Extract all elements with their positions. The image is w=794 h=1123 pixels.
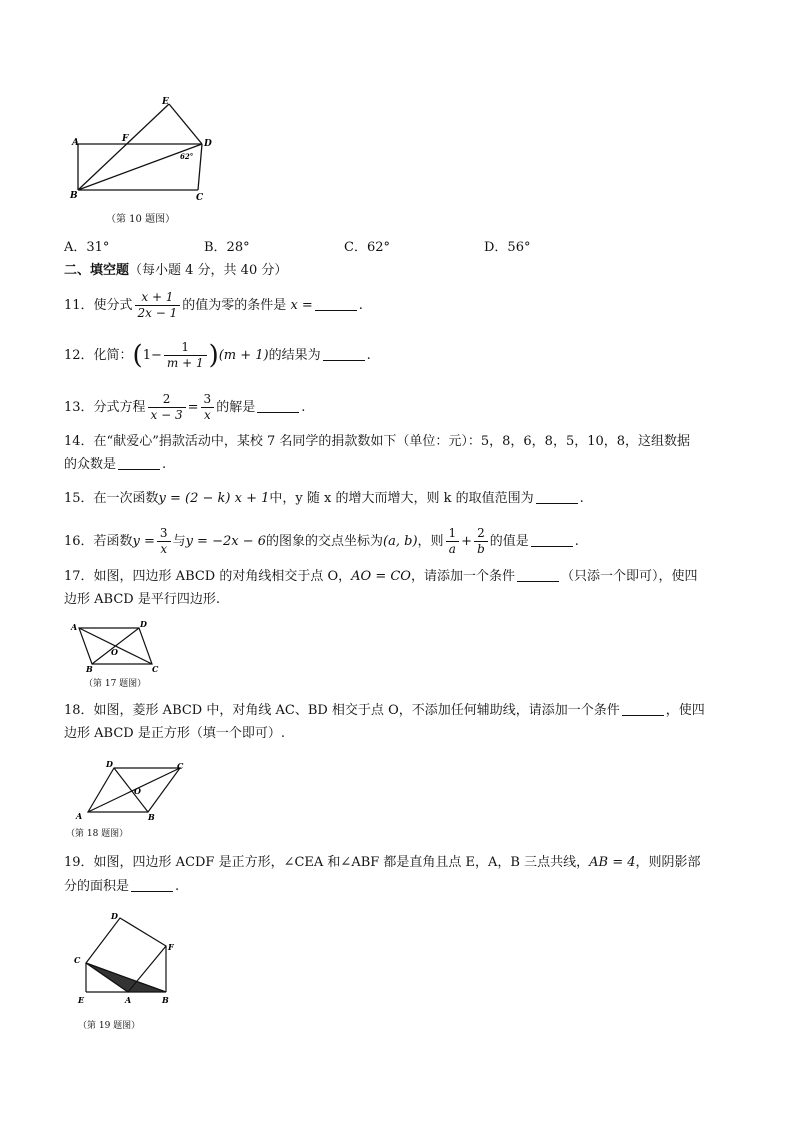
- q12-post: 的结果为: [268, 348, 321, 363]
- q16-n2: 2: [474, 526, 488, 542]
- q14-end: .: [162, 457, 167, 472]
- q16-d2: b: [477, 542, 485, 556]
- fig19-label-c: C: [74, 955, 81, 965]
- q13-frac-left: [148, 392, 186, 423]
- q11-text: 11．使分式: [64, 298, 133, 313]
- q16-y2: y = −2x − 6: [185, 534, 267, 549]
- q15-end: .: [579, 491, 584, 506]
- option-b[interactable]: B．28°: [204, 240, 250, 255]
- q14-answer-blank[interactable]: [118, 455, 160, 470]
- question-14-line-1: 14．在“献爱心”捐款活动中，某校 7 名同学的捐款数如下（单位：元）：5，8，6，8，5，10，8，这组数据: [64, 434, 691, 449]
- q16-d1: a: [448, 542, 456, 556]
- fig18-label-o: O: [134, 786, 141, 796]
- q11-var: x =: [290, 298, 313, 313]
- q12-mid: (m + 1): [218, 348, 269, 363]
- fig10-label-c: C: [196, 193, 204, 203]
- q13-text: 13．分式方程: [64, 400, 146, 415]
- section-title: 二、填空题: [64, 263, 130, 278]
- q15-text: 15．在一次函数: [64, 491, 159, 506]
- question-13: [64, 392, 305, 423]
- q19-condition: AB = 4: [589, 855, 636, 870]
- q16-then: ，则: [417, 534, 444, 549]
- q13-num2: 3: [201, 392, 215, 408]
- figure-19: [70, 908, 190, 1012]
- q12-answer-blank[interactable]: [323, 346, 365, 361]
- question-16: [64, 526, 579, 557]
- q16-n1: 1: [446, 526, 460, 542]
- q13-den2: x: [203, 408, 211, 422]
- fig10-label-f: F: [122, 134, 129, 144]
- q13-answer-blank[interactable]: [257, 398, 299, 413]
- q16-plus: +: [461, 534, 473, 549]
- question-19-line-2: [64, 876, 179, 898]
- question-12: [64, 340, 371, 371]
- q12-paren-open: (: [132, 340, 143, 371]
- fig17-label-c: C: [152, 664, 159, 674]
- q16-end: .: [574, 534, 579, 549]
- q17-answer-blank[interactable]: [517, 567, 559, 582]
- q15-formula: y = (2 − k) x + 1: [158, 491, 270, 506]
- q19-line1c: ，则阴影部: [635, 855, 701, 870]
- q13-post: 的解是: [216, 400, 256, 415]
- q19-line1a: 19．如图，四边形 ACDF 是正方形，∠CEA 和∠ABF 都是直角且点 E，A，B 三点共线，: [64, 855, 590, 870]
- fig10-label-b: B: [70, 191, 78, 201]
- q11-den: 2x − 1: [137, 306, 178, 320]
- q16-frac-3x: [157, 526, 171, 557]
- q17-line1d: （只添一个即可），使四: [560, 569, 698, 584]
- q12-den: m + 1: [166, 356, 204, 370]
- fig19-label-d: D: [111, 911, 118, 921]
- q16-frac-1a: [446, 526, 460, 557]
- option-d[interactable]: D．56°: [484, 240, 531, 255]
- q16-frac-2b: [474, 526, 488, 557]
- option-c[interactable]: C．62°: [344, 240, 390, 255]
- q16-answer-blank[interactable]: [531, 532, 573, 547]
- section-note: （每小题 4 分，共 40 分）: [129, 263, 288, 278]
- fig17-label-d: D: [140, 619, 147, 629]
- q16-y1: y =: [132, 534, 155, 549]
- question-11: [64, 290, 363, 321]
- fig10-label-e: E: [162, 97, 169, 107]
- q15-mid: 中，y 随 x 的增大而增大，则 k 的取值范围为: [269, 491, 534, 506]
- q18-answer-blank[interactable]: [622, 701, 664, 716]
- question-19-line-1: [64, 852, 701, 874]
- question-15: [64, 486, 584, 512]
- fig19-label-b: B: [162, 995, 169, 1005]
- q11-num: x + 1: [135, 290, 181, 306]
- q16-mid: 的图象的交点坐标为: [266, 534, 384, 549]
- fig18-label-b: B: [148, 812, 155, 822]
- q12-fraction: [164, 340, 207, 371]
- fig17-label-a: A: [71, 622, 78, 632]
- q19-line2: 分的面积是: [64, 879, 130, 894]
- fig19-label-f: F: [168, 942, 174, 952]
- figure-17: [66, 616, 168, 674]
- q16-and: 与: [172, 534, 186, 549]
- fig18-label-a: A: [76, 811, 83, 821]
- q16-num: 3: [157, 526, 171, 542]
- q12-end: .: [366, 348, 371, 363]
- fig10-angle-label: 62°: [180, 152, 194, 161]
- fig18-caption: （第 18 题图）: [66, 829, 129, 839]
- q13-end: .: [301, 400, 306, 415]
- fig17-label-b: B: [86, 664, 93, 674]
- q13-eq: =: [187, 400, 199, 415]
- question-14-line-2: [64, 454, 166, 476]
- q11-post: 的值为零的条件是: [182, 298, 287, 313]
- q12-paren-close: ): [208, 340, 219, 371]
- q18-line1b: ，使四: [665, 703, 705, 718]
- figure-18: [70, 754, 190, 824]
- q19-end: .: [175, 879, 180, 894]
- section-heading: [64, 258, 287, 284]
- fig10-label-d: D: [204, 139, 212, 149]
- fig18-label-d: D: [106, 759, 113, 769]
- fig18-label-c: C: [177, 761, 184, 771]
- q13-num1: 2: [148, 392, 186, 408]
- q16-post: 的值是: [489, 534, 529, 549]
- q12-text: 12．化简：: [64, 348, 133, 363]
- option-a[interactable]: A．31°: [64, 240, 110, 255]
- q19-answer-blank[interactable]: [131, 877, 173, 892]
- q16-den: x: [160, 542, 168, 556]
- fig10-label-a: A: [72, 138, 79, 148]
- q14-line2: 的众数是: [64, 457, 117, 472]
- fig17-label-o: O: [111, 647, 118, 657]
- q12-one: 1−: [142, 348, 162, 363]
- fig19-label-a: A: [125, 995, 132, 1005]
- q13-den1: x − 3: [150, 408, 183, 422]
- q12-num: 1: [164, 340, 207, 356]
- q18-line1a: 18．如图，菱形 ABCD 中，对角线 AC、BD 相交于点 O，不添加任何辅助线，请添加一个条件: [64, 703, 620, 718]
- q11-end: .: [358, 298, 363, 313]
- q15-answer-blank[interactable]: [536, 489, 578, 504]
- question-17-line-1: [64, 566, 698, 588]
- q17-line1a: 17．如图，四边形 ABCD 的对角线相交于点 O，: [64, 569, 352, 584]
- q17-condition: AO = CO: [351, 569, 411, 584]
- fig19-caption: （第 19 题图）: [78, 1021, 141, 1031]
- q13-frac-right: [201, 392, 215, 423]
- q11-fraction: [135, 290, 181, 321]
- q11-answer-blank[interactable]: [315, 296, 357, 311]
- question-18-line-1: [64, 700, 705, 722]
- fig19-label-e: E: [78, 995, 85, 1005]
- question-18-line-2: 边形 ABCD 是正方形（填一个即可）.: [64, 726, 285, 741]
- question-17-line-2: 边形 ABCD 是平行四边形.: [64, 592, 220, 607]
- q16-text: 16．若函数: [64, 534, 133, 549]
- q16-point: (a, b): [383, 534, 418, 549]
- fig10-caption: （第 10 题图）: [106, 214, 176, 225]
- fig17-caption: （第 17 题图）: [84, 679, 147, 689]
- figure-10: [66, 94, 216, 206]
- q17-line1c: ，请添加一个条件: [410, 569, 515, 584]
